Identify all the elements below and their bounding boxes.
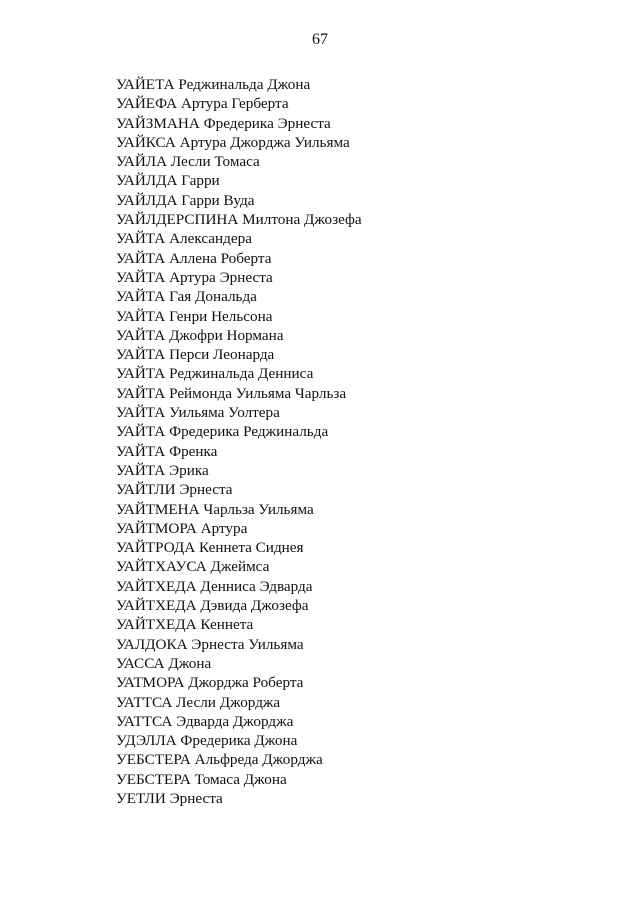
list-item: УАССА Джона: [116, 654, 212, 672]
list-item: УАЙТА Уильяма Уолтера: [116, 404, 280, 422]
list-item: УАЙТХАУСА Джеймса: [116, 558, 270, 576]
list-item: УАЙЛА Лесли Томаса: [116, 153, 260, 171]
list-item: УАЙТА Реймонда Уильяма Чарльза: [116, 384, 347, 402]
list-item: УЕБСТЕРА Альфреда Джорджа: [116, 751, 323, 769]
list-item: УАЙТМЕНА Чарльза Уильяма: [116, 500, 314, 518]
name-list: [116, 75, 362, 808]
list-item: УАЙТА Артура Эрнеста: [116, 268, 273, 286]
list-item: УАЙТХЕДА Дэвида Джозефа: [116, 597, 309, 615]
list-item: УАЙТА Гая Дональда: [116, 288, 257, 306]
list-item: УАЙЛДЕРСПИНА Милтона Джозефа: [116, 211, 362, 229]
list-item: УАЙКСА Артура Джорджа Уильяма: [116, 133, 350, 151]
list-item: УАЙЗМАНА Фредерика Эрнеста: [116, 114, 331, 132]
list-item: УАТМОРА Джорджа Роберта: [116, 674, 304, 692]
list-item: УАЙТА Реджинальда Денниса: [116, 365, 314, 383]
list-item: УАЙТА Эрика: [116, 461, 209, 479]
list-item: УАЙТА Фредерика Реджинальда: [116, 423, 329, 441]
list-item: УАТТСА Эдварда Джорджа: [116, 712, 294, 730]
list-item: УАЙТА Генри Нельсона: [116, 307, 273, 325]
list-item: УАТТСА Лесли Джорджа: [116, 693, 281, 711]
list-item: УЕБСТЕРА Томаса Джона: [116, 770, 287, 788]
list-item: УАЙТА Аллена Роберта: [116, 249, 272, 267]
list-item: УЕТЛИ Эрнеста: [116, 789, 223, 807]
list-item: УАЙТМОРА Артура: [116, 519, 248, 537]
list-item: УАЙЛДА Гарри Вуда: [116, 191, 255, 209]
list-item: УАЙТХЕДА Денниса Эдварда: [116, 577, 313, 595]
list-item: УАЙТА Джофри Нормана: [116, 326, 284, 344]
list-item: УАЙТЛИ Эрнеста: [116, 481, 233, 499]
list-item: УАЛДОКА Эрнеста Уильяма: [116, 635, 304, 653]
list-item: УАЙТА Перси Леонарда: [116, 346, 275, 364]
list-item: УАЙТА Френка: [116, 442, 218, 460]
list-item: УАЙЕФА Артура Герберта: [116, 95, 289, 113]
list-item: УАЙТА Александера: [116, 230, 252, 248]
list-item: УАЙЛДА Гарри: [116, 172, 220, 190]
list-item: УАЙЕТА Реджинальда Джона: [116, 76, 311, 93]
list-item: УДЭЛЛА Фредерика Джона: [116, 732, 298, 750]
page-number: 67: [312, 31, 328, 48]
list-item: УАЙТРОДА Кеннета Сиднея: [116, 539, 304, 557]
list-item: УАЙТХЕДА Кеннета: [116, 616, 254, 634]
